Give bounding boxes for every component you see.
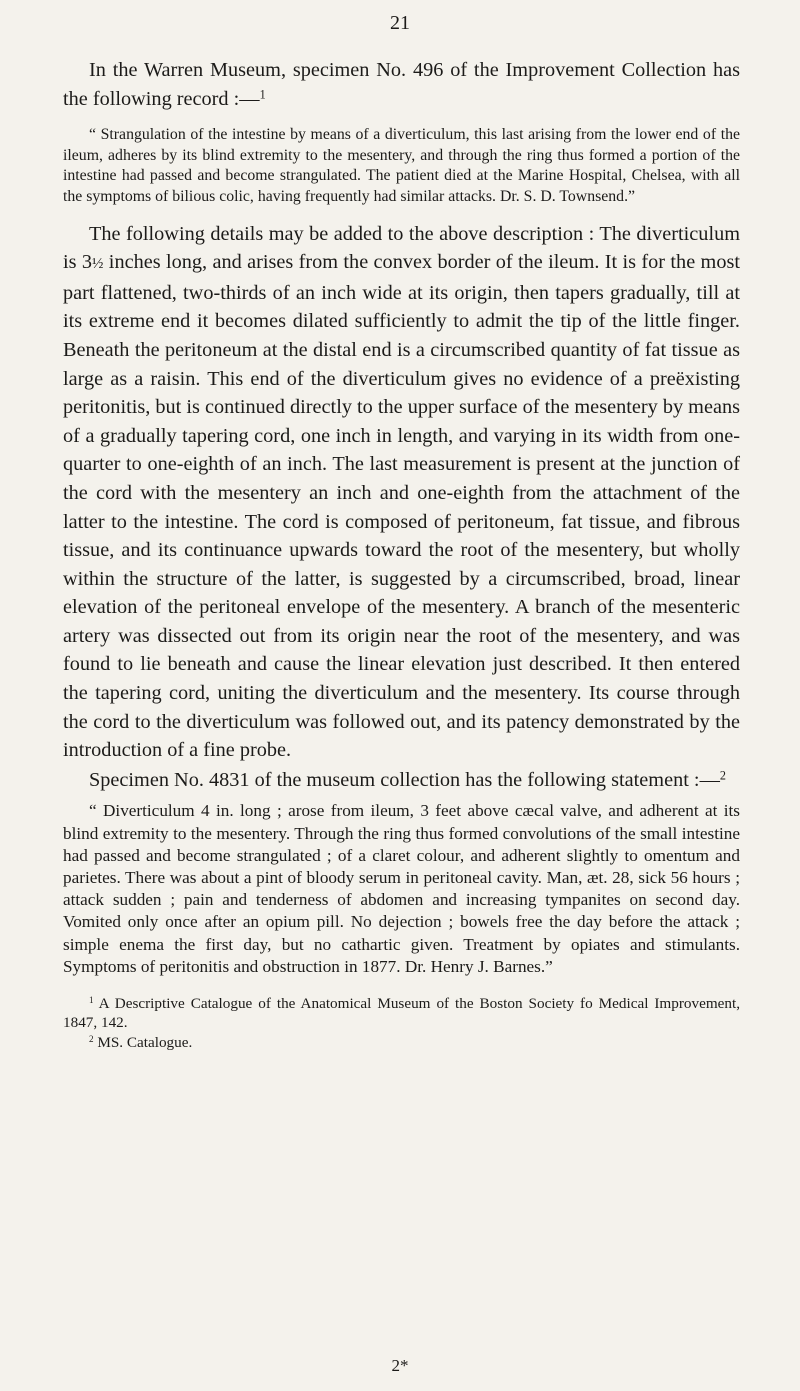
footnote-mark-1: 1 <box>89 995 94 1006</box>
intro-text: In the Warren Museum, specimen No. 496 of the Improvement Collection has the following record :— <box>63 59 740 110</box>
footnote-text-2: MS. Catalogue. <box>93 1033 193 1051</box>
footnote-ref-2: 2 <box>719 768 726 783</box>
warren-museum-quote: “ Strangulation of the intestine by means of a diverticulum, this last arising from the lower end of the ileum, adheres by its blind extremity to the mesentery, and through the ring thus formed a portion of the intestine had passed and become strangulated. The patient died at the Marine Hospital, Chelsea, with all the symptoms of bilious colic, having frequently had similar attacks. Dr. S. D. Townsend.” <box>63 126 740 205</box>
details-text-start: The following details may be added to the above description : The diverticulum is 3 <box>63 222 740 274</box>
specimen-paragraph <box>63 766 740 795</box>
footnotes <box>63 994 740 1052</box>
footnote-ref-1: 1 <box>259 86 266 101</box>
details-text-rest: inches long, and arises from the convex border of the ileum. It is for the most part flattened, two-thirds of an inch wide at its origin, then tapers gradually, till at its extreme end it becomes dilated sufficiently to admit the tip of the little finger. Beneath the peritoneum at the distal end is a circumscribed quantity of fat tissue as large as a raisin. This end of the diverticulum gives no evidence of a preëxisting peritonitis, but is continued directly to the upper surface of the mesentery by means of a gradually tapering cord, one inch in length, and varying in its width from one-quarter to one-eighth of an inch. The last measurement is present at the junction of the cord with the mesentery an inch and one-eighth from the attachment of the latter to the intestine. The cord is composed of peritoneum, fat tissue, and fibrous tissue, and its continuance upwards toward the root of the mesentery, but wholly within the structure of the latter, is suggested by a circumscribed, broad, linear elevation of the peritoneal envelope of the mesentery. A branch of the mesenteric artery was dissected out from its origin near the root of the mesentery, and was found to lie beneath and cause the linear elevation just described. It then entered the tapering cord, uniting the diverticulum and the mesentery. Its course through the cord to the diverticulum was followed out, and its patency demonstrated by the introduction of a fine probe. <box>63 251 740 762</box>
intro-paragraph <box>63 56 740 113</box>
footnote-1 <box>63 994 740 1033</box>
fraction-half: ½ <box>92 255 104 273</box>
specimen-text: Specimen No. 4831 of the museum collection has the following statement :— <box>89 768 720 791</box>
details-paragraph <box>63 220 740 765</box>
footnote-2 <box>63 1033 740 1052</box>
footnote-mark-2: 2 <box>89 1033 94 1044</box>
signature-mark: 2* <box>391 1356 409 1375</box>
page-body <box>63 56 740 1052</box>
footnote-text-1: A Descriptive Catalogue of the Anatomical Museum of the Boston Society fo Medical Improvement, 1847, 142. <box>63 995 740 1032</box>
page-number: 21 <box>390 12 410 34</box>
specimen-4831-quote: “ Diverticulum 4 in. long ; arose from ileum, 3 feet above cæcal valve, and adherent at its blind extremity to the mesentery. Through the ring thus formed convolutions of the small intestine had passed and become strangulated ; of a claret colour, and adherent slightly to omentum and parietes. There was about a pint of bloody serum in peritoneal cavity. Man, æt. 28, sick 56 hours ; attack sudden ; pain and tenderness of abdomen and increasing tympanites on second day. Vomited only once after an opium pill. No dejection ; bowels free the day before the attack ; simple enema the first day, but no cathartic given. Treatment by opiates and stimulants. Symptoms of peritonitis and obstruction in 1877. Dr. Henry J. Barnes.” <box>63 801 740 976</box>
